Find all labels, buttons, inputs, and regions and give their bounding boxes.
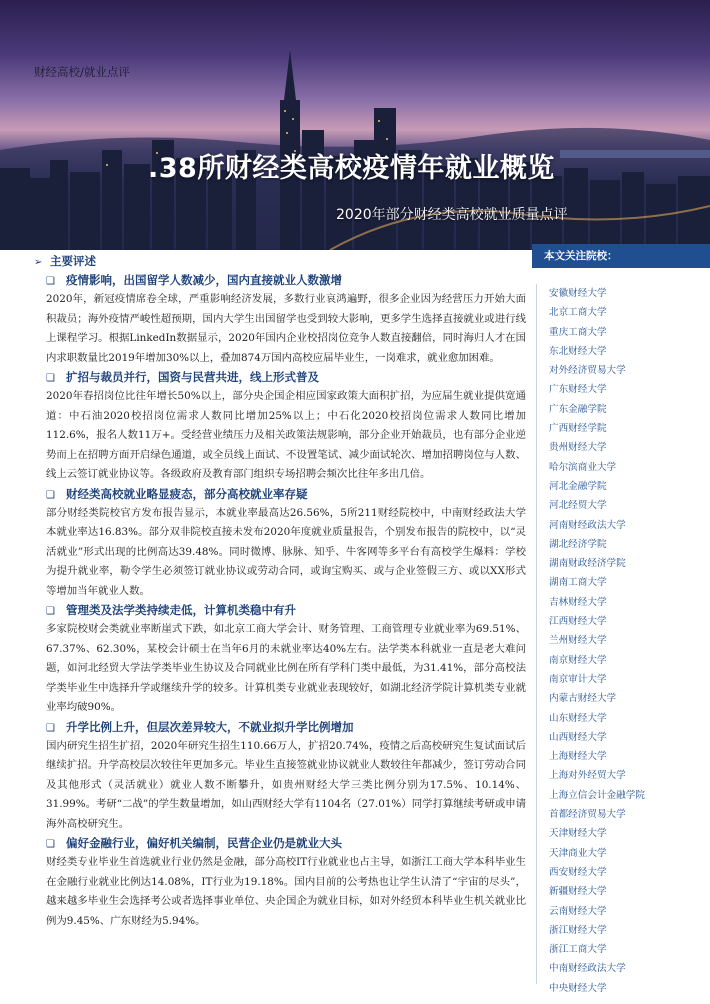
school-list-item: 山西财经大学	[549, 731, 607, 743]
school-list-item: 北京工商大学	[549, 307, 607, 319]
school-list-item: 南京财经大学	[549, 654, 607, 666]
checkbox-square-icon: ❑	[46, 489, 55, 501]
category-tag: 财经高校/就业点评	[34, 65, 130, 79]
page-subtitle: 2020年部分财经类高校就业质量点评	[336, 207, 568, 223]
section-body: 2020年春招岗位比往年增长50%以上，部分央企国企相应国家政策大面积扩招，为应届生就业提供宽通道：中石油2020校招岗位需求人数同比增加25%以上；中石化2020校招岗位需求人数同比增加112.6%，报名人数11万+。受经营业绩压力及相关政策法规影响，部分企业开始裁员，也有部分企业逆势而上在招聘方面开启绿色通道，或全员线上面试、不设置笔试、减少面试轮次、增加招聘岗位与人数、线上云签订就业协议等。各级政府及教育部门组织专场招聘会频次比往年多出几倍。	[46, 390, 526, 480]
school-list-item: 浙江财经大学	[549, 924, 607, 936]
school-list-item: 浙江工商大学	[549, 944, 607, 956]
section-title	[34, 485, 526, 504]
school-list-item: 东北财经大学	[549, 345, 607, 357]
main-heading-label: 主要评述	[50, 254, 96, 268]
section-body: 2020年，新冠疫情席卷全球，严重影响经济发展，多数行业哀鸿遍野，很多企业因为经营压力开始大面积裁员；海外疫情严峻性超预期，国内大学生出国留学也受到较大影响，更多学生选择直接就业或进行线上课程学习。根据LinkedIn数据显示，2020年国内企业校招岗位竞争人数直接翻倍，同时海归人才在国内求职数量比2019年增加30%以上，叠加874万国内高校应届毕业生，一岗难求，就业愈加困难。	[46, 293, 526, 364]
school-list-item: 湖南工商大学	[549, 577, 607, 589]
checkbox-square-icon: ❑	[46, 373, 55, 384]
school-list-item: 河北金融学院	[549, 480, 607, 492]
header-banner	[0, 0, 710, 250]
school-list-item: 贵州财经大学	[549, 442, 607, 454]
school-list-item: 新疆财经大学	[549, 886, 607, 898]
section-4	[34, 601, 526, 718]
section-5	[34, 718, 526, 835]
section-title	[34, 271, 526, 290]
school-list-item: 西安财经大学	[549, 866, 607, 878]
school-list-item: 广西财经学院	[549, 423, 607, 435]
school-list	[536, 284, 710, 994]
section-title	[34, 601, 526, 620]
section-title-text: 扩招与裁员并行，国资与民营共进，线上形式普及	[66, 370, 319, 384]
school-list-item: 山东财经大学	[549, 712, 607, 724]
school-list-item: 天津商业大学	[549, 847, 607, 859]
section-body: 财经类专业毕业生首选就业行业仍然是金融，部分高校IT行业就业也占主导，如浙江工商大学本科毕业生在金融行业就业比例达14.08%，IT行业为19.18%。国内目前的公考热也让学生认清了“宇宙的尽头”，越来越多毕业生会选择考公或者选择事业单位、央企国企为就业目标，如对外经贸本科毕业生机关就业比例为9.45%、广东财经为5.94%。	[46, 856, 526, 927]
school-list-item: 广东金融学院	[549, 403, 607, 415]
school-list-item: 首都经济贸易大学	[549, 809, 626, 821]
section-title	[34, 834, 526, 853]
school-list-item: 湖北经济学院	[549, 538, 607, 550]
school-list-item: 河北经贸大学	[549, 500, 607, 512]
school-list-item: 吉林财经大学	[549, 596, 607, 608]
school-list-item: 重庆工商大学	[549, 326, 607, 338]
section-3	[34, 485, 526, 602]
section-body: 多家院校财会类就业率断崖式下跌，如北京工商大学会计、财务管理、工商管理专业就业率为69.51%、67.37%、62.30%，某校会计硕士在当年6月的未就业率达40%左右。法学类本科就业一直是老大难问题，如河北经贸大学法学类毕业生协议及合同就业比例在所有学科门类中最低，为31.41%，部分高校法学类毕业生中选择升学或继续升学的较多。计算机类专业就业表现较好，如湖北经济学院计算机类专业就业率均破90%。	[46, 623, 526, 713]
school-list-item: 云南财经大学	[549, 905, 607, 917]
section-title-text: 财经类高校就业略显疲态，部分高校就业率存疑	[66, 486, 308, 501]
school-list-item: 中央财经大学	[549, 982, 607, 994]
triangle-right-icon: ➢	[34, 257, 43, 268]
section-2	[34, 368, 526, 485]
section-title	[34, 368, 526, 387]
school-list-item: 哈尔滨商业大学	[549, 461, 617, 473]
checkbox-square-icon: ❑	[46, 276, 55, 287]
school-list-item: 兰州财经大学	[549, 635, 607, 647]
school-list-item: 广东财经大学	[549, 384, 607, 396]
checkbox-square-icon: ❑	[46, 839, 55, 850]
school-list-item: 内蒙古财经大学	[549, 693, 617, 705]
section-title	[34, 718, 526, 737]
school-list-item: 中南财经政法大学	[549, 963, 626, 975]
school-list-item: 安徽财经大学	[549, 288, 607, 299]
school-list-item: 上海立信会计金融学院	[549, 789, 645, 801]
section-title-text: 管理类及法学类持续走低，计算机类稳中有升	[66, 603, 296, 617]
main-heading	[34, 251, 526, 271]
section-title-text: 升学比例上升，但层次差异较大，不就业拟升学比例增加	[66, 719, 354, 734]
page-title: .38所财经类高校疫情年就业概览	[148, 153, 555, 184]
school-list-item: 江西财经大学	[549, 616, 607, 628]
checkbox-square-icon: ❑	[46, 606, 55, 617]
main-content	[34, 250, 526, 931]
section-1	[34, 271, 526, 368]
school-list-item: 对外经济贸易大学	[549, 365, 626, 377]
school-list-item: 湖南财政经济学院	[549, 558, 626, 570]
section-title-text: 疫情影响，出国留学人数减少，国内直接就业人数激增	[66, 273, 342, 287]
schools-sidebar	[532, 244, 710, 1004]
sidebar-title: 本文关注院校：	[532, 244, 710, 268]
section-body: 国内研究生招生扩招，2020年研究生招生110.66万人，扩招20.74%，疫情之后高校研究生复试面试后继续扩招。升学高校层次较往年更加多元。毕业生直接签就业协议就业人数较往年都减少，签订劳动合同及其他形式（灵活就业）就业人数不断攀升，如贵州财经大学三类比例分别为17.5%、10.14%、31.99%。考研“二战”的学生数量增加，如山西财经大学有1104名（27.01%）同学打算继续考研或申请海外高校研究生。	[46, 739, 526, 830]
section-body: 部分财经类院校官方发布报告显示，本就业率最高达26.56%，5所211财经院校中，中南财经政法大学本就业率达16.83%。部分双非院校直接未发布2020年度就业质量报告，个别发布报告的院校中，以“灵活就业”形式出现的比例高达39.48%。同时微博、脉脉、知乎、牛客网等多平台有高校学生爆料：学校为提升就业率，勒令学生必须签订就业协议或劳动合同，或询宝购买、或与企业签假三方、或以XX形式等增加当年就业人数。	[46, 506, 526, 597]
school-list-item: 上海财经大学	[549, 751, 607, 763]
school-list-item: 南京审计大学	[549, 673, 607, 685]
school-list-item: 河南财经政法大学	[549, 519, 626, 531]
section-6	[34, 834, 526, 931]
school-list-item: 天津财经大学	[549, 828, 607, 840]
school-list-item: 上海对外经贸大学	[549, 770, 626, 782]
checkbox-square-icon: ❑	[46, 722, 55, 734]
section-title-text: 偏好金融行业，偏好机关编制，民营企业仍是就业大头	[66, 836, 342, 850]
